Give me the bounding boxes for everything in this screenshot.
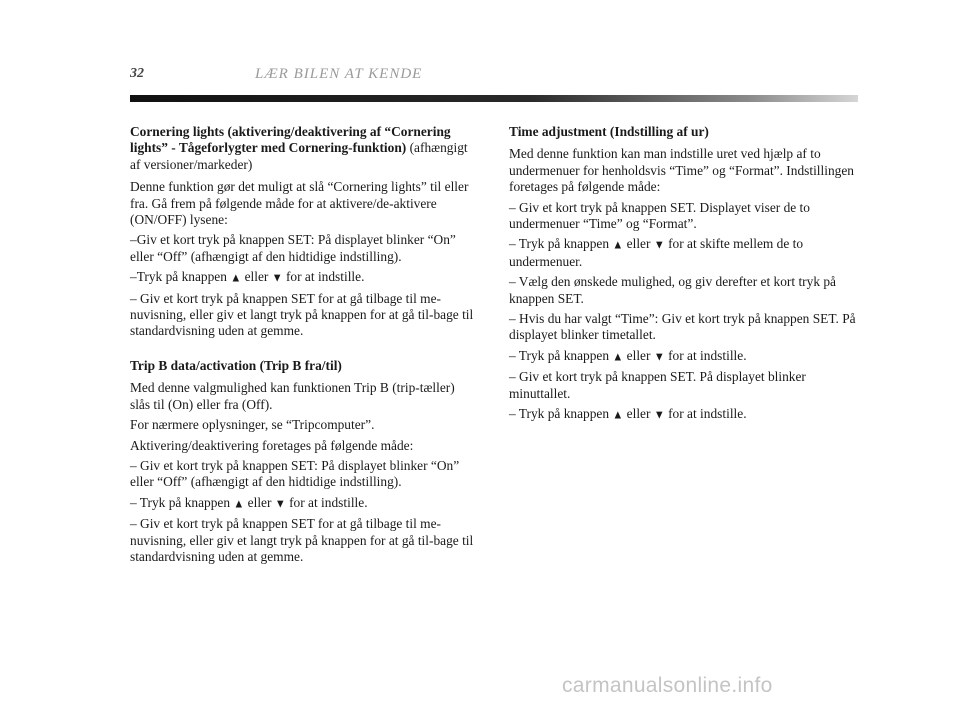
page-header [130, 62, 860, 92]
step-item [509, 236, 857, 270]
running-title: LÆR BILEN AT KENDE [255, 66, 423, 82]
step-text: eller [626, 347, 651, 363]
step-text: – Tryk på knappen [509, 347, 610, 363]
up-triangle-icon: ▲ [233, 497, 245, 511]
heading-text: Cornering lights (aktivering/deaktivering af “Cornering lights” - Tågeforlygter med Cornering-funktion) [130, 124, 451, 156]
step-text: for at indstille. [285, 269, 365, 285]
heading-note: (afhængigt af versioner/markeder) [130, 140, 468, 172]
step-text: eller [244, 269, 269, 285]
step-text: for at skifte mellem de to undermenuer. [509, 236, 804, 269]
paragraph: For nærmere oplysninger, se “Tripcomputer”. [130, 417, 375, 433]
watermark: carmanualsonline.info [562, 674, 773, 697]
step-text: eller [626, 236, 651, 252]
step-text: –Tryk på knappen [130, 269, 227, 285]
step-text: – Tryk på knappen [509, 236, 610, 252]
up-triangle-icon: ▲ [612, 408, 624, 422]
paragraph: Med denne valgmulighed kan funktionen Trip B (trip-tæller) slås til (On) eller fra (Off). [130, 380, 455, 412]
page-number: 32 [130, 66, 144, 81]
step-item [130, 269, 478, 286]
step-text: for at indstille. [668, 347, 747, 363]
step-item: – Hvis du har valgt “Time”: Giv et kort tryk på knappen SET. På displayet blinker timetallet. [509, 311, 856, 343]
left-column [130, 124, 478, 569]
up-triangle-icon: ▲ [612, 350, 624, 364]
paragraph: Aktivering/deaktivering foretages på følgende måde: [130, 437, 414, 453]
paragraph: Med denne funktion kan man indstille uret ved hjælp af to undermenuer for henholdsvis “Time” og “Format”. Indstillingen foretages på følgende måde: [509, 146, 854, 195]
step-item: – Giv et kort tryk på knappen SET: På displayet blinker “On” eller “Off” (afhængigt af den hidtidige indstilling). [130, 457, 460, 490]
step-item: – Giv et kort tryk på knappen SET for at gå tilbage til me-nuvisning, eller giv et langt tryk på knappen for at gå til-bage til standardvisning uden at gemme. [130, 516, 474, 564]
section-heading-trip-b: Trip B data/activation (Trip B fra/til) [130, 357, 342, 373]
step-text: eller [626, 406, 651, 422]
section-heading-cornering-lights [130, 124, 478, 173]
down-triangle-icon: ▼ [653, 238, 665, 253]
step-item: – Giv et kort tryk på knappen SET for at gå tilbage til me-nuvisning, eller giv et langt tryk på knappen for at gå til-bage til standardvisning uden at gemme. [130, 290, 474, 339]
right-column [509, 124, 857, 428]
step-text: – Tryk på knappen [130, 494, 231, 510]
step-item [509, 348, 857, 365]
header-rule [130, 95, 858, 102]
down-triangle-icon: ▼ [271, 271, 283, 285]
step-item [130, 495, 478, 512]
step-text: for at indstille. [289, 494, 368, 510]
step-item: – Vælg den ønskede mulighed, og giv derefter et kort tryk på knappen SET. [509, 274, 837, 306]
step-text: – Tryk på knappen [509, 406, 610, 422]
step-item: – Giv et kort tryk på knappen SET. Displayet viser de to undermenuer “Time” og “Format”. [509, 199, 810, 232]
step-text: for at indstille. [668, 406, 747, 422]
down-triangle-icon: ▼ [274, 497, 286, 511]
down-triangle-icon: ▼ [653, 408, 665, 422]
step-item [509, 406, 857, 423]
step-item: –Giv et kort tryk på knappen SET: På displayet blinker “On” eller “Off” (afhængigt af den hidtidige indstilling). [130, 232, 456, 264]
up-triangle-icon: ▲ [612, 238, 624, 253]
up-triangle-icon: ▲ [230, 271, 242, 285]
section-heading-time-adjustment: Time adjustment (Indstilling af ur) [509, 124, 709, 139]
down-triangle-icon: ▼ [653, 350, 665, 364]
step-text: eller [247, 494, 272, 510]
step-item: – Giv et kort tryk på knappen SET. På displayet blinker minuttallet. [509, 369, 806, 401]
paragraph: Denne funktion gør det muligt at slå “Cornering lights” til eller fra. Gå frem på følgende måde for at aktivere/de-aktivere (ON/OFF) lysene: [130, 179, 469, 228]
